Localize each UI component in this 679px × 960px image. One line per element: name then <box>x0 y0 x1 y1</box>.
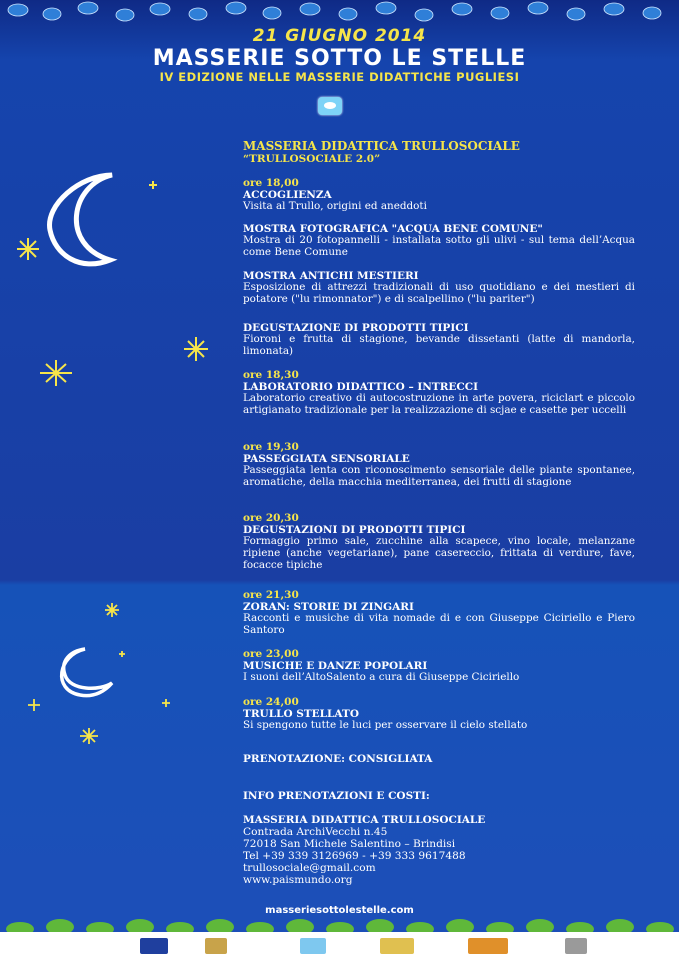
program-desc: Racconti e musiche di vita nomade di e con Giuseppe Ciciriello e Piero Santoro <box>243 612 635 636</box>
program-title: TRULLO STELLATO <box>243 708 359 720</box>
program-item <box>243 648 635 684</box>
event-subtitle: IV EDIZIONE NELLE MASSERIE DIDATTICHE PUGLIESI <box>159 70 520 84</box>
program-time: ore 18,30 <box>243 369 299 381</box>
sponsor-logo <box>380 938 414 954</box>
program-title: PASSEGGIATA SENSORIALE <box>243 453 410 465</box>
program-desc: Esposizione di attrezzi tradizionali di uso quotidiano e dei mestieri di potatore ("lu rimonnator") e di scalpellino ("lu pariter") <box>243 281 635 305</box>
program-time: ore 24,00 <box>243 696 299 708</box>
program-desc: Passeggiata lenta con riconoscimento sensoriale delle piante spontanee, aromatiche, della macchia mediterranea, dei frutti di stagione <box>243 464 635 488</box>
info-heading: INFO PRENOTAZIONI E COSTI: <box>243 790 430 802</box>
program-item <box>243 441 635 489</box>
program-item <box>243 177 635 213</box>
contact-email[interactable]: trullosociale@gmail.com <box>243 862 376 874</box>
moon-stars-decoration-top <box>0 160 240 400</box>
program-desc: Formaggio primo sale, zucchine alla scapece, vino locale, melanzane ripiene (anche vegetariane), pane casereccio, frittata di verdure, fave, focacce tipiche <box>243 535 635 571</box>
contact-city: 72018 San Michele Salentino – Brindisi <box>243 838 456 850</box>
program-item <box>243 369 635 417</box>
program-time: ore 23,00 <box>243 648 299 660</box>
star-icon <box>17 181 208 386</box>
contact-website[interactable]: www.paismundo.org <box>243 874 353 886</box>
program-desc: Fioroni e frutta di stagione, bevande dissetanti (latte di mandorla, limonata) <box>243 333 635 357</box>
footer-website[interactable]: masseriesottolestelle.com <box>265 905 414 916</box>
region-crest-logo <box>205 938 227 954</box>
contact-name: MASSERIA DIDATTICA TRULLOSOCIALE <box>243 814 486 826</box>
program-title: MOSTRA ANTICHI MESTIERI <box>243 270 419 282</box>
program-desc: Visita al Trullo, origini ed aneddoti <box>243 200 427 212</box>
moon-icon <box>50 175 112 264</box>
program-item <box>243 589 635 637</box>
moon-icon <box>62 649 112 696</box>
sponsor-logo <box>565 938 587 954</box>
sponsor-logos <box>0 932 679 960</box>
org-subtitle: “TRULLOSOCIALE 2.0” <box>243 153 381 165</box>
moon-stars-decoration-bottom <box>0 595 200 755</box>
program-item <box>243 270 635 306</box>
program-item <box>243 322 635 358</box>
program-title: DEGUSTAZIONI DI PRODOTTI TIPICI <box>243 524 466 536</box>
event-date: 21 GIUGNO 2014 <box>252 26 427 46</box>
program-title: MUSICHE E DANZE POPOLARI <box>243 660 428 672</box>
program-desc: Mostra di 20 fotopannelli - installata sotto gli ulivi - sul tema dell’Acqua come Bene Comune <box>243 234 635 258</box>
info-section <box>243 790 635 802</box>
program-item <box>243 696 635 732</box>
sponsor-logo <box>468 938 508 954</box>
program-title: DEGUSTAZIONE DI PRODOTTI TIPICI <box>243 322 469 334</box>
event-title: MASSERIE SOTTO LE STELLE <box>152 46 527 71</box>
program-title: ACCOGLIENZA <box>243 189 332 201</box>
program-time: ore 21,30 <box>243 589 299 601</box>
program-item <box>243 223 635 259</box>
program-title: MOSTRA FOTOGRAFICA "ACQUA BENE COMUNE" <box>243 223 543 235</box>
program-item <box>243 512 635 571</box>
program-desc: Si spengono tutte le luci per osservare il cielo stellato <box>243 719 528 731</box>
program-desc: I suoni dell’AltoSalento a cura di Giuseppe Ciciriello <box>243 671 520 683</box>
program-title: LABORATORIO DIDATTICO – INTRECCI <box>243 381 479 393</box>
eu-flag-logo <box>140 938 168 954</box>
program-time: ore 20,30 <box>243 512 299 524</box>
sponsor-logo <box>300 938 326 954</box>
program-title: ZORAN: STORIE DI ZINGARI <box>243 601 414 613</box>
cloud-logo-icon <box>318 97 342 115</box>
booking-note: PRENOTAZIONE: CONSIGLIATA <box>243 753 433 765</box>
program-desc: Laboratorio creativo di autocostruzione in arte povera, riciclart e piccolo artigianato tradizionale per la realizzazione di scjae e casette per uccelli <box>243 392 635 416</box>
program-time: ore 18,00 <box>243 177 299 189</box>
contact-block <box>243 814 635 886</box>
contact-address: Contrada ArchiVecchi n.45 <box>243 826 388 838</box>
org-name: MASSERIA DIDATTICA TRULLOSOCIALE <box>243 139 520 153</box>
star-icon <box>28 603 170 744</box>
contact-phone: Tel +39 339 3126969 - +39 333 9617488 <box>243 850 466 862</box>
program-time: ore 19,30 <box>243 441 299 453</box>
